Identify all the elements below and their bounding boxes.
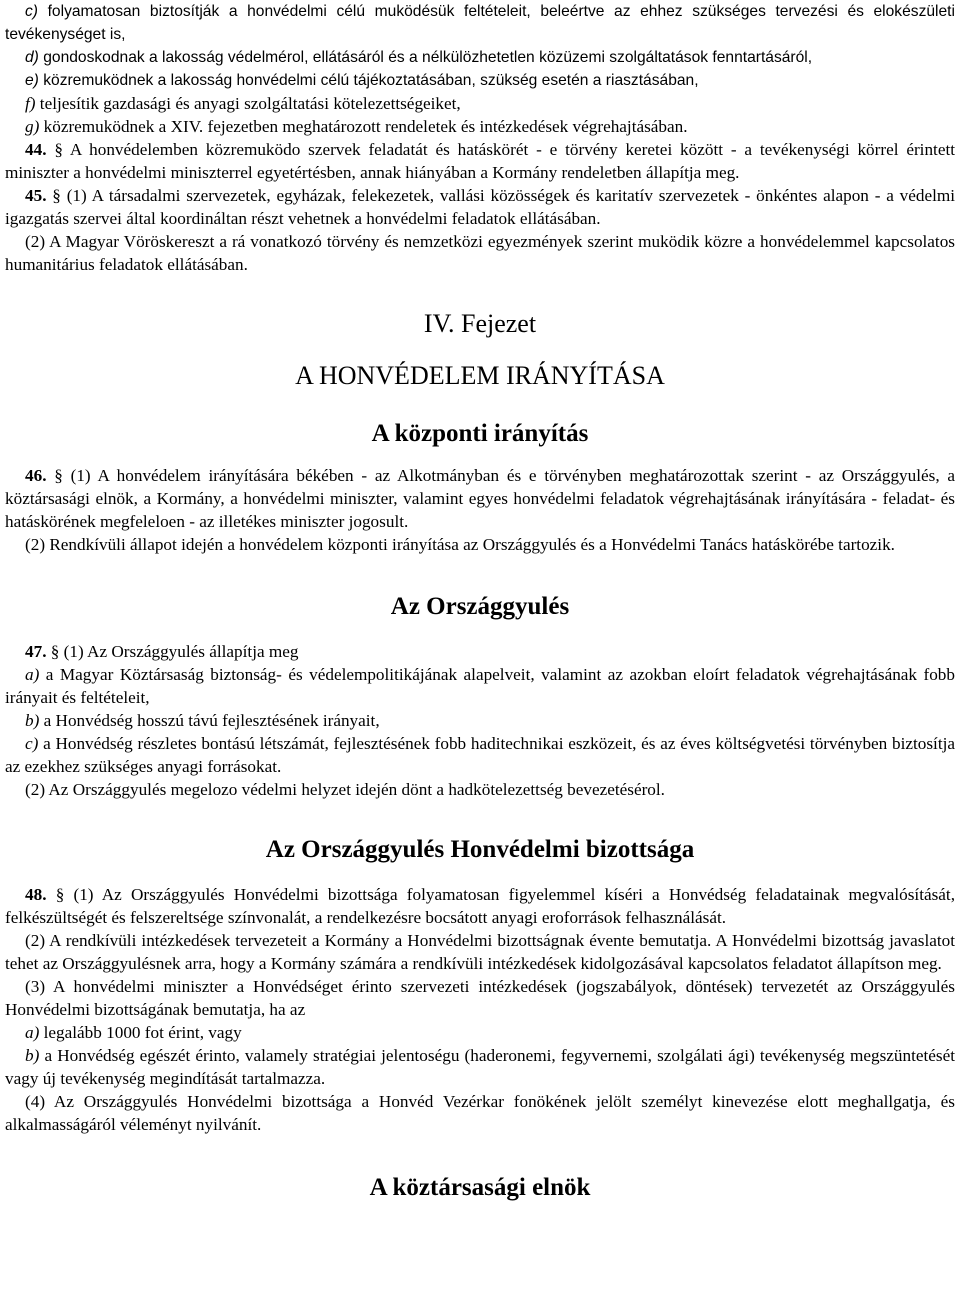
chapter-title: A HONVÉDELEM IRÁNYÍTÁSA	[295, 361, 665, 390]
section-symbol: §	[55, 885, 65, 904]
section-46-para-1	[5, 464, 955, 533]
section-heading-central-control: A központi irányítás	[371, 420, 589, 447]
section-47-para-1	[5, 640, 955, 663]
section-symbol: §	[54, 140, 63, 159]
item-47-a	[5, 663, 955, 709]
item-text: a Honvédség hosszú távú fejlesztésének irányait,	[43, 711, 380, 730]
item-marker: g)	[25, 117, 40, 136]
item-text: közremuködnek a XIV. fejezetben meghatározott rendeletek és intézkedések végrehajtásában.	[43, 117, 688, 136]
section-text: (1) Az Országgyulés állapítja meg	[63, 642, 299, 661]
item-43-g	[5, 115, 955, 138]
section-number: 46.	[25, 466, 47, 485]
section-45-para-1	[5, 184, 955, 230]
section-number: 47.	[25, 642, 47, 661]
section-46-para-2: (2) Rendkívüli állapot idején a honvédelem központi irányítása az Országgyulés és a Honvédelmi Tanács hatáskörébe tartozik.	[25, 535, 895, 554]
section-number: 44.	[25, 140, 47, 159]
item-marker: b)	[25, 1046, 40, 1065]
section-48-para-3: (3) A honvédelmi miniszter a Honvédséget érinto szervezeti intézkedések (jogszabályok, döntések) tervezetét az Országgyulés Honvédelmi bizottságának bemutatja, ha az	[5, 977, 955, 1019]
section-heading-defense-committee: Az Országgyulés Honvédelmi bizottsága	[265, 836, 695, 863]
item-text: folyamatosan biztosítják a honvédelmi célú muködésük feltételeit, beleértve az ehhez szükséges tervezési és elokészületi tevékenységet is,	[5, 3, 955, 43]
item-text: a Magyar Köztársaság biztonság- és védelempolitikájának alapelveit, valamint az azokban eloírt feladatok végrehajtásának fobb irányait és feltételeit,	[5, 665, 955, 707]
section-48-para-4: (4) Az Országgyulés Honvédelmi bizottsága a Honvéd Vezérkar fonökének jelölt személyt kinevezése elott meghallgatja, és alkalmasságáról véleményt nyilvánít.	[5, 1092, 955, 1134]
section-text: (1) Az Országgyulés Honvédelmi bizottsága folyamatosan figyelemmel kíséri a Honvédség feladatainak megvalósítását, felkészültségét és felszereltsége színvonalát, a rendelkezésre bocsátott anyagi eroforrások felhasználását.	[5, 885, 956, 927]
section-symbol: §	[54, 466, 63, 485]
section-symbol: §	[52, 186, 61, 205]
item-marker: a)	[25, 1023, 40, 1042]
section-number: 48.	[25, 885, 47, 904]
section-text: A honvédelemben közremuködo szervek feladatát és hatáskörét - e törvény keretei között - a tevékenységi körrel érintett miniszter a honvédelmi miniszterrel egyetértésben, annak hiányában a Kormány rendeletben állapítja meg.	[5, 140, 956, 182]
item-marker: d)	[25, 49, 39, 66]
item-43-d	[5, 46, 955, 69]
item-43-e	[5, 69, 955, 92]
section-48-para-2: (2) A rendkívüli intézkedések tervezeteit a Kormány a Honvédelmi bizottságnak évente bemutatja. A Honvédelmi bizottság javaslatot tehet az Országgyulésnek arra, hogy a Kormány számára a rendkívüli intézkedések kidolgozásával kapcsolatos feladatot állapítson meg.	[5, 931, 955, 973]
item-48-b	[5, 1044, 955, 1090]
section-text: (1) A társadalmi szervezetek, egyházak, felekezetek, vallási közösségek és karitatív szervezetek - önkéntes alapon - a védelmi igazgatás szervei által koordináltan részt vehetnek a honvédelmi feladatok ellátásában.	[5, 186, 956, 228]
item-marker: a)	[25, 665, 40, 684]
section-heading-president: A köztársasági elnök	[369, 1174, 591, 1201]
section-44	[5, 138, 955, 184]
item-43-c	[5, 0, 955, 46]
section-heading-parliament: Az Országgyulés	[390, 593, 570, 620]
item-text: teljesítik gazdasági és anyagi szolgáltatási kötelezettségeiket,	[39, 94, 461, 113]
item-text: gondoskodnak a lakosság védelmérol, ellátásáról és a nélkülözhetetlen közüzemi szolgáltatások fenntartásáról,	[43, 49, 813, 66]
section-47-para-2: (2) Az Országgyulés megelozo védelmi helyzet idején dönt a hadkötelezettség bevezetésérol.	[25, 780, 665, 799]
item-47-c	[5, 732, 955, 778]
section-symbol: §	[50, 642, 60, 661]
item-48-a	[5, 1021, 955, 1044]
item-text: közremuködnek a lakosság honvédelmi célú tájékoztatásában, szükség esetén a riasztásában,	[43, 72, 699, 89]
item-marker: b)	[25, 711, 40, 730]
item-marker: f)	[25, 94, 36, 113]
section-45-para-2: (2) A Magyar Vöröskereszt a rá vonatkozó törvény és nemzetközi egyezmények szerint muködik közre a honvédelemmel kapcsolatos humanitárius feladatok ellátásában.	[5, 232, 955, 274]
item-47-b	[5, 709, 955, 732]
item-marker: c)	[25, 3, 38, 20]
item-text: a Honvédség részletes bontású létszámát, fejlesztésének fobb haditechnikai eszközeit, és az éves költségvetési törvényben biztosítja az ezekhez szükséges anyagi forrásokat.	[5, 734, 955, 776]
item-text: legalább 1000 fot érint, vagy	[43, 1023, 242, 1042]
section-48-para-1	[5, 883, 955, 929]
item-text: a Honvédség egészét érinto, valamely stratégiai jelentoségu (haderonemi, fegyvernemi, szolgálati ági) tevékenység megszüntetését vagy új tevékenység megindítását tartalmazza.	[5, 1046, 955, 1088]
section-number: 45.	[25, 186, 47, 205]
chapter-number: IV. Fejezet	[423, 309, 537, 338]
item-marker: e)	[25, 72, 39, 89]
item-43-f	[5, 92, 955, 115]
section-text: (1) A honvédelem irányítására békében - az Alkotmányban és e törvényben meghatározottak szerint - az Országgyulés, a köztársasági elnök, a Kormány, a honvédelmi miniszter, valamint egyes honvédelmi feladatok végrehajtásának irányítására - feladat- és hatáskörének megfeleloen - az illetékes miniszter jogosult.	[5, 466, 956, 531]
item-marker: c)	[25, 734, 39, 753]
